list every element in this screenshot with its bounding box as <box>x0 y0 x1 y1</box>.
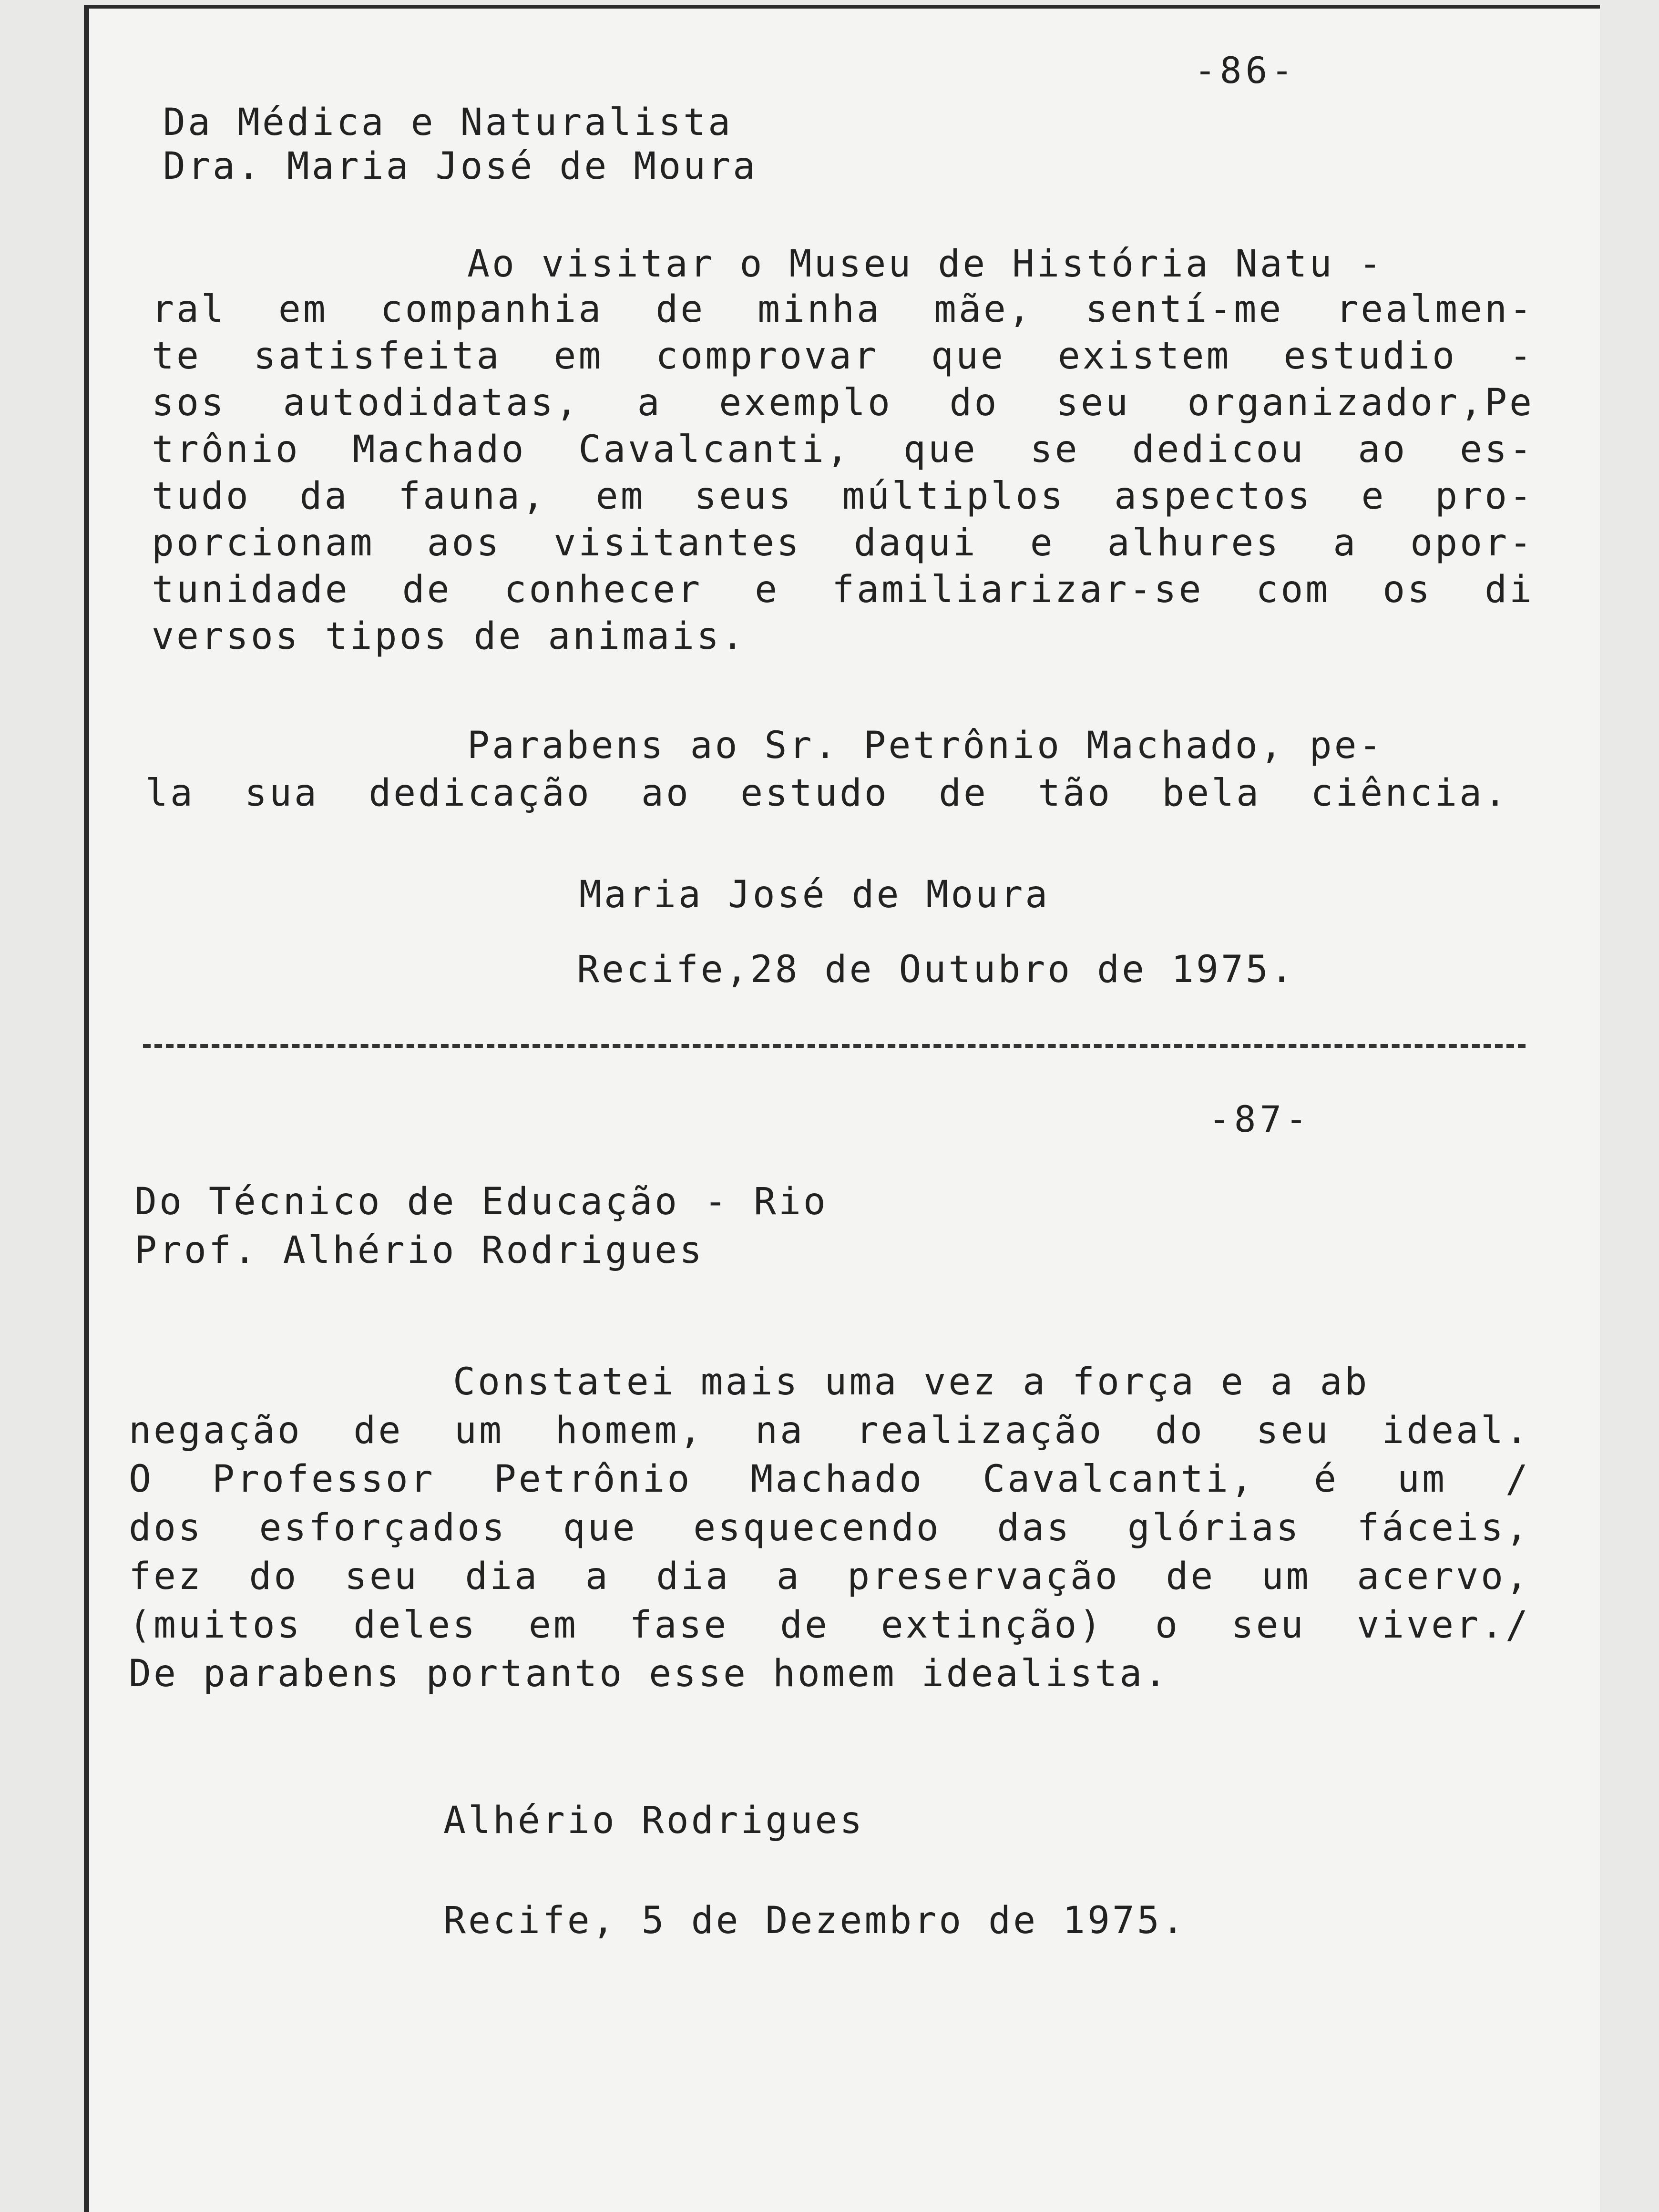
body-line: la sua dedicação ao estudo de tão bela ciência. <box>145 772 1509 815</box>
body-line: Parabens ao Sr. Petrônio Machado, pe- <box>467 724 1384 767</box>
body-line: O Professor Petrônio Machado Cavalcanti, é um / <box>129 1458 1530 1501</box>
page-separator <box>143 1044 1526 1048</box>
body-line: tunidade de conhecer e familiarizar-se com os di <box>152 568 1534 611</box>
page-number: -87- <box>1208 1098 1311 1140</box>
letter-date: Recife,28 de Outubro de 1975. <box>577 948 1295 991</box>
body-line: tudo da fauna, em seus múltiplos aspectos e pro- <box>152 475 1534 518</box>
body-line: dos esforçados que esquecendo das glórias fáceis, <box>129 1506 1530 1549</box>
body-line: porcionam aos visitantes daqui e alhures a opor- <box>152 522 1534 564</box>
letter-heading: Dra. Maria José de Moura <box>163 145 758 188</box>
signature-name: Alhério Rodrigues <box>443 1799 865 1842</box>
body-line: trônio Machado Cavalcanti, que se dedicou ao es- <box>152 428 1534 471</box>
letter-date: Recife, 5 de Dezembro de 1975. <box>443 1899 1187 1942</box>
body-line: versos tipos de animais. <box>152 615 747 658</box>
body-line: te satisfeita em comprovar que existem estudio - <box>152 335 1534 378</box>
letter-heading: Prof. Alhério Rodrigues <box>134 1229 705 1272</box>
page-number: -86- <box>1194 49 1297 92</box>
body-line: Ao visitar o Museu de História Natu - <box>467 243 1384 286</box>
body-line: Constatei mais uma vez a força e a ab <box>453 1361 1370 1403</box>
body-line: ral em companhia de minha mãe, sentí-me realmen- <box>152 288 1534 331</box>
body-line: De parabens portanto esse homem idealista. <box>129 1652 1169 1695</box>
body-line: fez do seu dia a dia a preservação de um acervo, <box>129 1555 1530 1598</box>
signature-name: Maria José de Moura <box>579 873 1050 916</box>
letter-heading: Da Médica e Naturalista <box>163 101 733 144</box>
body-line: (muitos deles em fase de extinção) o seu viver./ <box>129 1604 1530 1647</box>
body-line: sos autodidatas, a exemplo do seu organizador,Pe <box>152 381 1534 424</box>
body-line: negação de um homem, na realização do seu ideal. <box>129 1409 1530 1452</box>
letter-heading: Do Técnico de Educação - Rio <box>134 1180 828 1223</box>
